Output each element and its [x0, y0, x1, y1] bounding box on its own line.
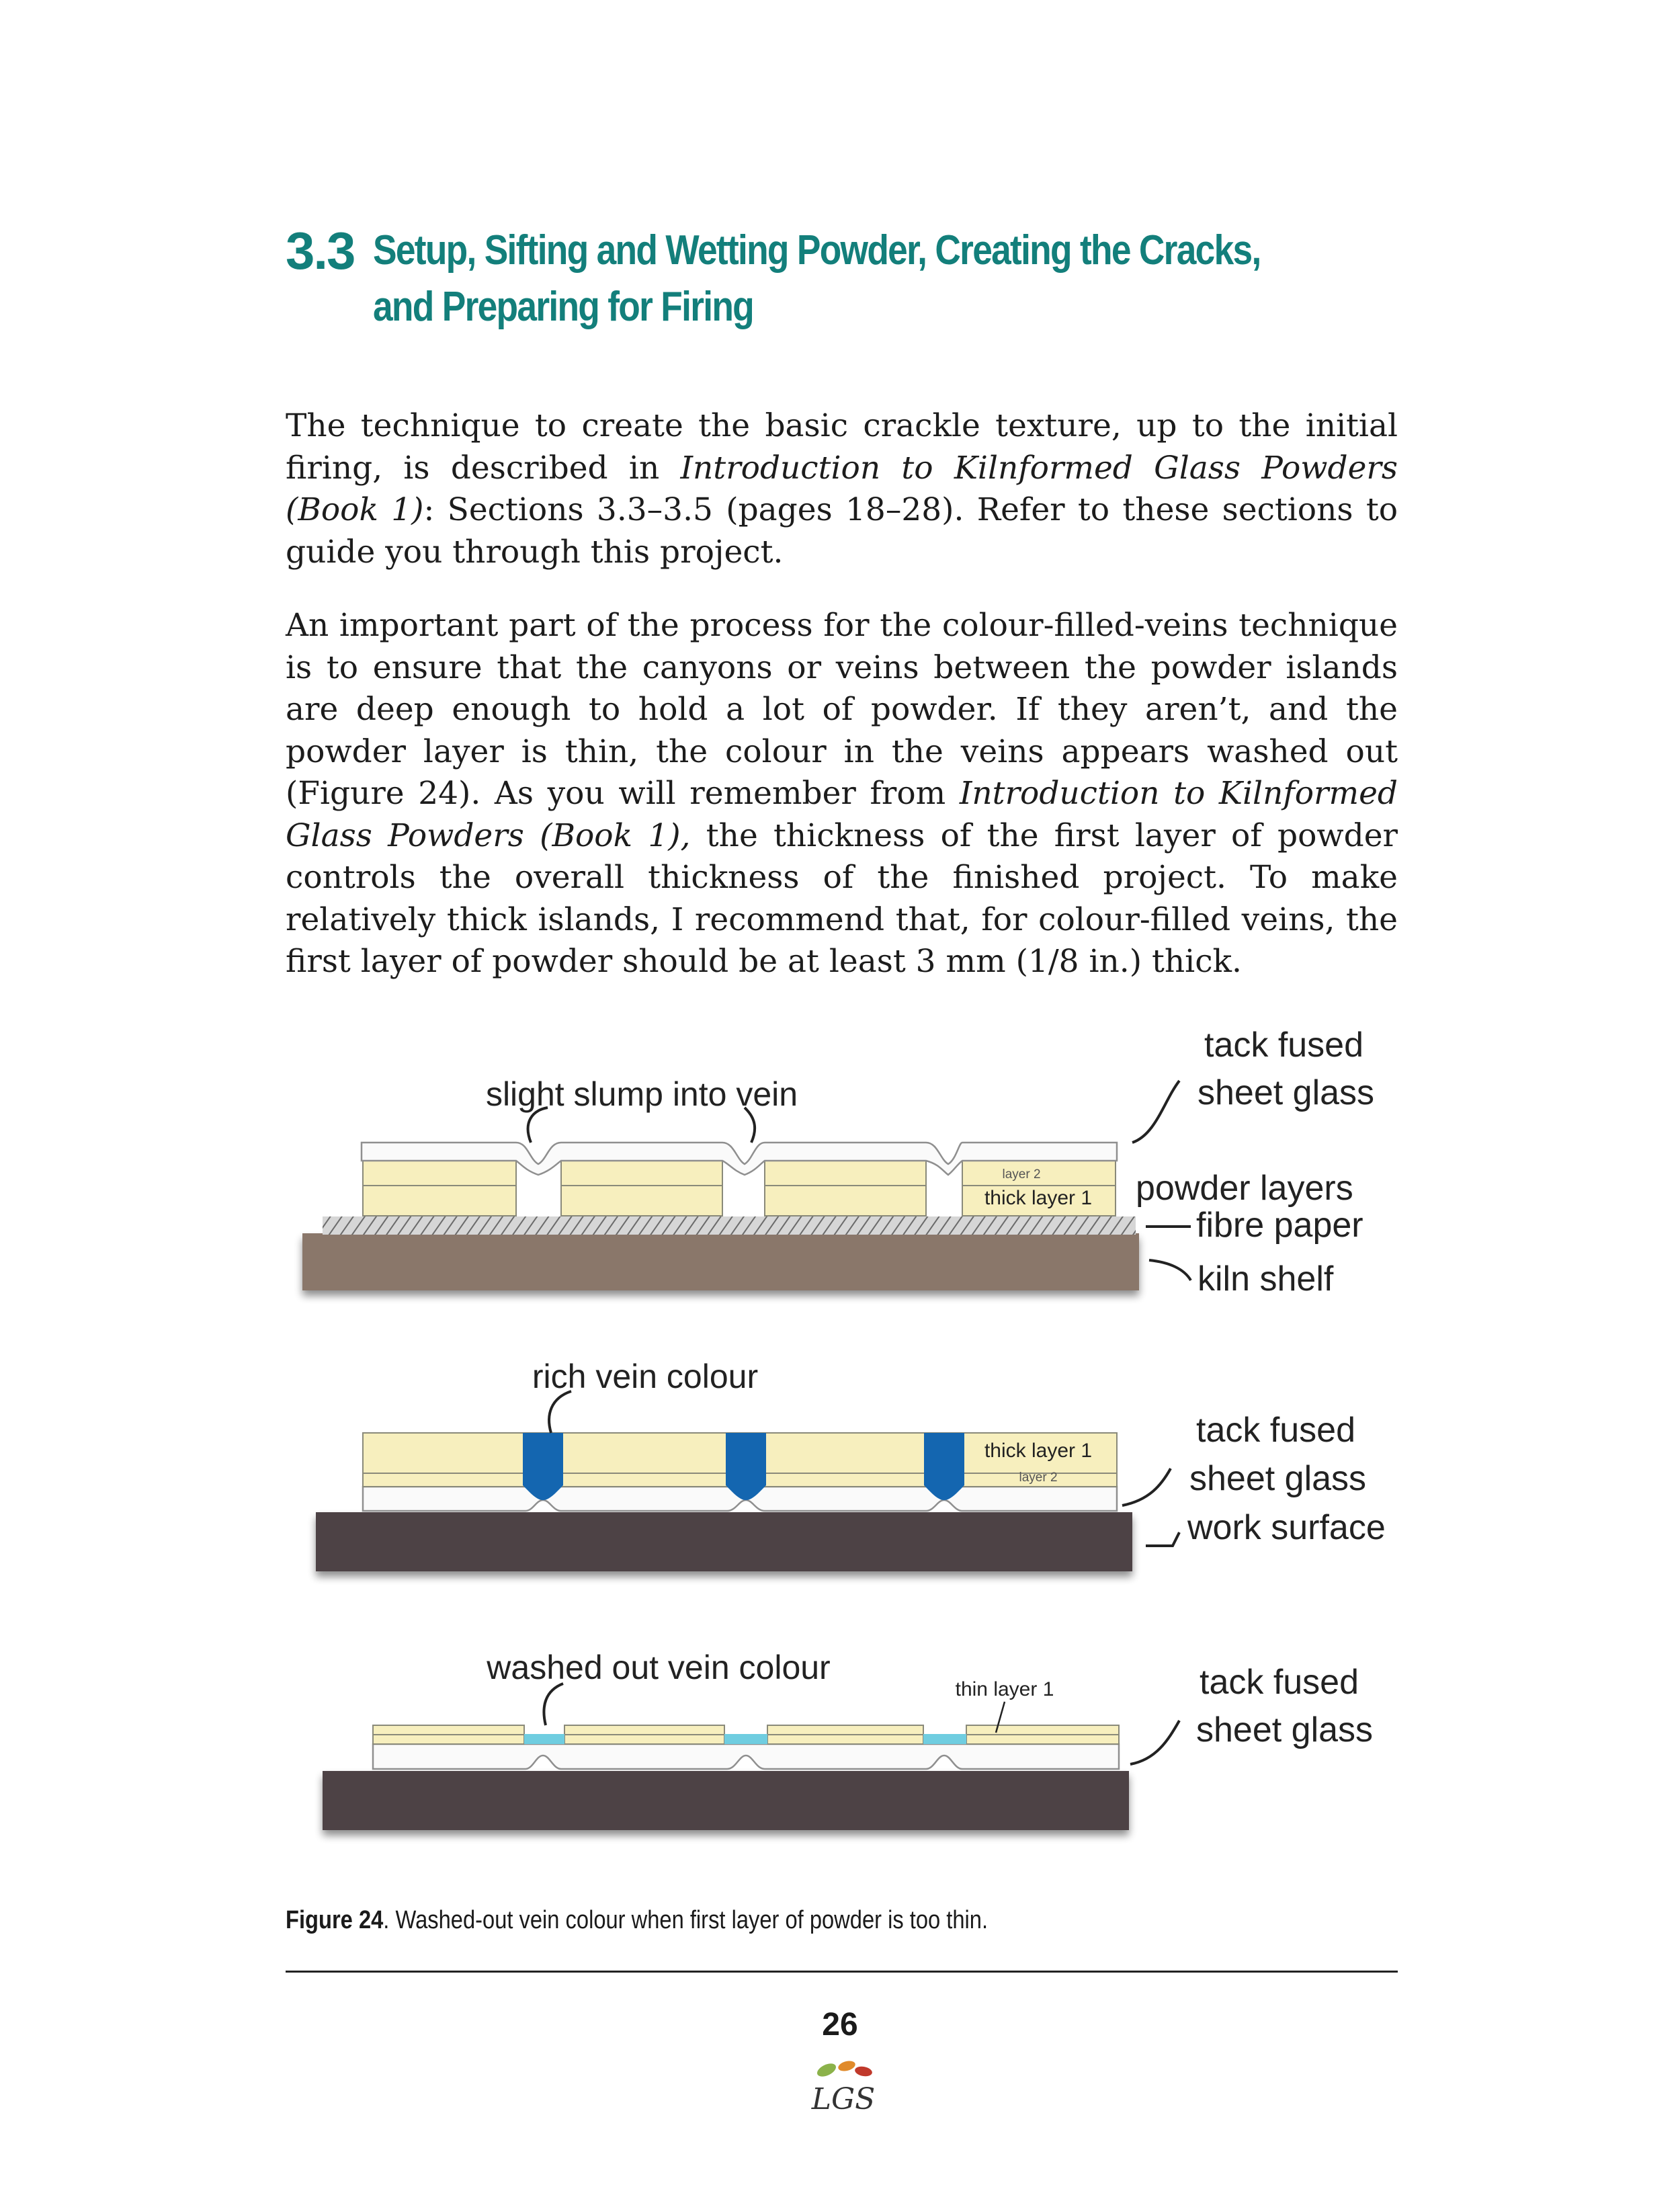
diagram-1: [302, 1026, 1374, 1298]
tack-fused-label: tack fused: [1200, 1663, 1359, 1702]
lgs-logo: [800, 2057, 887, 2124]
section-number: 3.3: [286, 221, 355, 280]
sheet-glass-pointer: [1130, 1721, 1179, 1764]
fibre-paper-label: fibre paper: [1196, 1206, 1363, 1245]
sheet-glass-label: sheet glass: [1198, 1073, 1375, 1112]
section-title-line-1: Setup, Sifting and Wetting Powder, Creating the Cracks,: [373, 227, 1261, 274]
figure-label: Figure 24: [286, 1906, 384, 1934]
vein: [523, 1433, 563, 1500]
vein: [923, 1734, 966, 1744]
powder-island: [363, 1161, 516, 1216]
sheet-glass-pointer: [1122, 1469, 1171, 1505]
vein: [924, 1433, 964, 1500]
logo-text: LGS: [811, 2082, 876, 2116]
washed-out-vein-colour-label: washed out vein colour: [487, 1649, 831, 1686]
sheet-glass-label: sheet glass: [1189, 1459, 1367, 1498]
work-surface: [323, 1771, 1129, 1830]
fibre-paper: [323, 1216, 1136, 1235]
figure-24-diagram: [282, 1022, 1425, 1862]
paragraph-1-text-b: : Sections 3.3–3.5 (pages 18–28). Refer to these sections to guide you through this project.: [286, 491, 1398, 571]
work-surface: [316, 1512, 1132, 1571]
figure-caption: [286, 1906, 988, 1935]
book-title-reference-2: Introduction to Kilnformed Glass Powders (Book 1),: [286, 775, 1398, 854]
diagram-2: [316, 1358, 1386, 1571]
kiln-shelf-pointer: [1149, 1260, 1191, 1280]
paragraph-1-text-a: The technique to create the basic crackle texture, up to the initial firing, is described in: [286, 407, 1398, 487]
label-bracket: [549, 1391, 571, 1433]
work-surface-label: work surface: [1187, 1508, 1386, 1547]
paragraph-1: [286, 405, 1398, 573]
sheet-glass: [373, 1744, 1119, 1769]
kiln-shelf: [302, 1233, 1139, 1290]
tack-fused-label: tack fused: [1204, 1026, 1364, 1065]
powder-island: [561, 1161, 722, 1216]
work-surface-pointer: [1146, 1532, 1179, 1546]
figure-caption-text: . Washed-out vein colour when first layer of powder is too thin.: [383, 1906, 989, 1934]
section-title-line-2: and Preparing for Firing: [373, 284, 754, 330]
layer-2-label: layer 2: [1019, 1471, 1058, 1485]
powder-island: [765, 1161, 926, 1216]
paragraph-2-text-b: the thickness of the first layer of powder controls the overall thickness of the finished project. To make relatively thick islands, I recommend that, for colour-filled veins, the first layer of powder should be at least 3 mm (1/8 in.) thick.: [286, 817, 1398, 980]
rich-vein-colour-label: rich vein colour: [532, 1358, 759, 1395]
footer-divider: [286, 1971, 1398, 1973]
diagram-3: [323, 1649, 1373, 1830]
book-title-reference-1: Introduction to Kilnformed Glass Powders (Book 1): [286, 449, 1398, 528]
vein: [726, 1433, 766, 1500]
thick-layer-1-label: thick layer 1: [984, 1440, 1093, 1462]
page-number: 26: [822, 2007, 858, 2042]
paragraph-2: [286, 605, 1398, 983]
thick-layer-1-label: thick layer 1: [984, 1187, 1093, 1209]
layer-2-label: layer 2: [1002, 1167, 1041, 1182]
kiln-shelf-label: kiln shelf: [1198, 1259, 1334, 1298]
vein: [524, 1734, 564, 1744]
sheet-glass-label: sheet glass: [1196, 1710, 1374, 1749]
paragraph-2-text-a: An important part of the process for the colour-filled-veins technique is to ensure that the canyons or veins between the powder islands are deep enough to hold a lot of powder. If they aren’t, and the powder layer is thin, the colour in the veins appears washed out (Figure 24). As you will remember from: [286, 607, 1398, 812]
slight-slump-label: slight slump into vein: [485, 1075, 798, 1113]
vein: [724, 1734, 767, 1744]
sheet-glass-pointer: [1132, 1081, 1179, 1143]
tack-fused-label: tack fused: [1196, 1411, 1356, 1450]
powder-layers-label: powder layers: [1136, 1169, 1353, 1208]
thin-layer-1-label: thin layer 1: [955, 1678, 1054, 1700]
label-bracket: [544, 1684, 563, 1725]
